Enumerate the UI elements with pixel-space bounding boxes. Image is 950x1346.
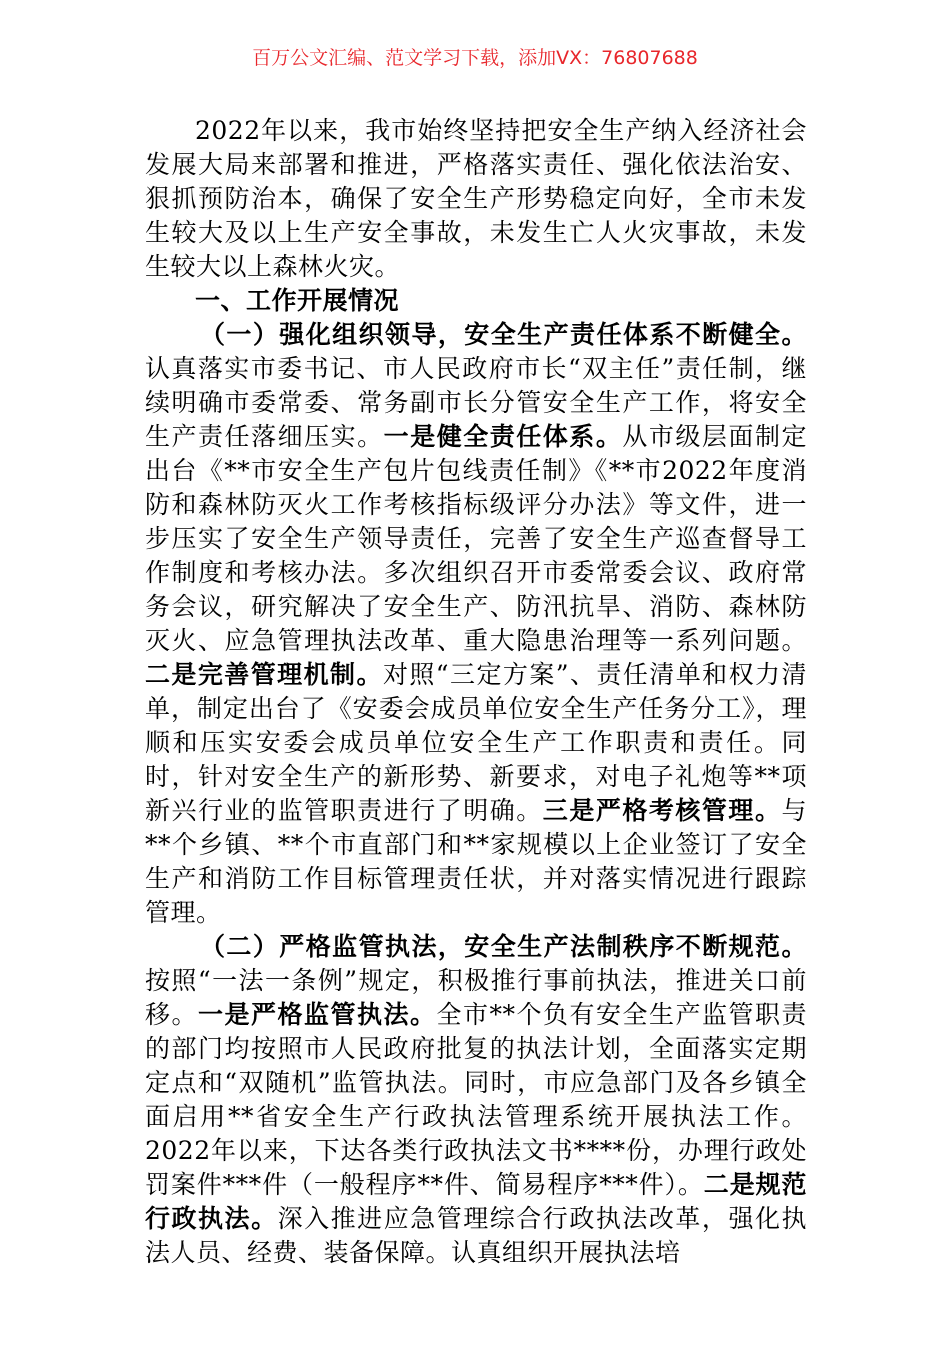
subsection-2-paragraph: [145, 930, 807, 1270]
sub2-text-2: 全市**个负有安全生产监管职责的部门均按照市人民政府批复的执法计划，全面落实定期定点和“双随机”监管执法。同时，市应急部门及各乡镇全面启用**省安全生产行政执法管理系统开展执法工作。2022年以来，下达各类行政执法文书****份，办理行政处罚案件***件（一般程序**件、简易程序***件）。: [145, 1000, 807, 1199]
sub1-text-2: 从市级层面制定出台《**市安全生产包片包线责任制》《**市2022年度消防和森林防灭火工作考核指标级评分办法》等文件，进一步压实了安全生产领导责任，完善了安全生产巡查督导工作制度和考核办法。多次组织召开市委常委会议、政府常务会议，研究解决了安全生产、防汛抗旱、消防、森林防灭火、应急管理执法改革、重大隐患治理等一系列问题。: [145, 422, 807, 655]
sub2-text-3: 深入推进应急管理综合行政执法改革，强化执法人员、经费、装备保障。认真组织开展执法培: [145, 1204, 807, 1267]
subsection-1-paragraph: [145, 318, 807, 930]
sub2-point-2: 二是规范行政执法。: [145, 1170, 807, 1233]
subsection-2-title: （二）严格监管执法，安全生产法制秩序不断规范。: [200, 932, 807, 961]
sub1-text-3: 对照“三定方案”、责任清单和权力清单，制定出台了《安委会成员单位安全生产任务分工》，理顺和压实安委会成员单位安全生产工作职责和责任。同时，针对安全生产的新形势、新要求，对电子礼炮等**项新兴行业的监管职责进行了明确。: [145, 660, 807, 825]
sub1-point-1: 一是健全责任体系。: [383, 422, 623, 451]
sub1-text-4: 与**个乡镇、**个市直部门和**家规模以上企业签订了安全生产和消防工作目标管理责任状，并对落实情况进行跟踪管理。: [145, 796, 807, 927]
sub1-text-1: 认真落实市委书记、市人民政府市长“双主任”责任制，继续明确市委常委、常务副市长分管安全生产工作，将安全生产责任落细压实。: [145, 354, 807, 451]
section-title: 一、工作开展情况: [195, 286, 400, 315]
sub2-point-1: 一是严格监管执法。: [198, 1000, 437, 1029]
document-body: [145, 114, 807, 1270]
sub2-text-1: 按照“一法一条例”规定，积极推行事前执法，推进关口前移。: [145, 966, 807, 1029]
intro-paragraph: 2022年以来，我市始终坚持把安全生产纳入经济社会发展大局来部署和推进，严格落实责任、强化依法治安、狠抓预防治本，确保了安全生产形势稳定向好，全市未发生较大及以上生产安全事故，未发生亡人火灾事故，未发生较大以上森林火灾。: [145, 116, 807, 281]
header-banner: 百万公文汇编、范文学习下载，添加VX：76807688: [252, 47, 698, 69]
subsection-1-title: （一）强化组织领导，安全生产责任体系不断健全。: [200, 320, 807, 349]
sub1-point-3: 三是严格考核管理。: [542, 796, 782, 825]
sub1-point-2: 二是完善管理机制。: [145, 660, 383, 689]
